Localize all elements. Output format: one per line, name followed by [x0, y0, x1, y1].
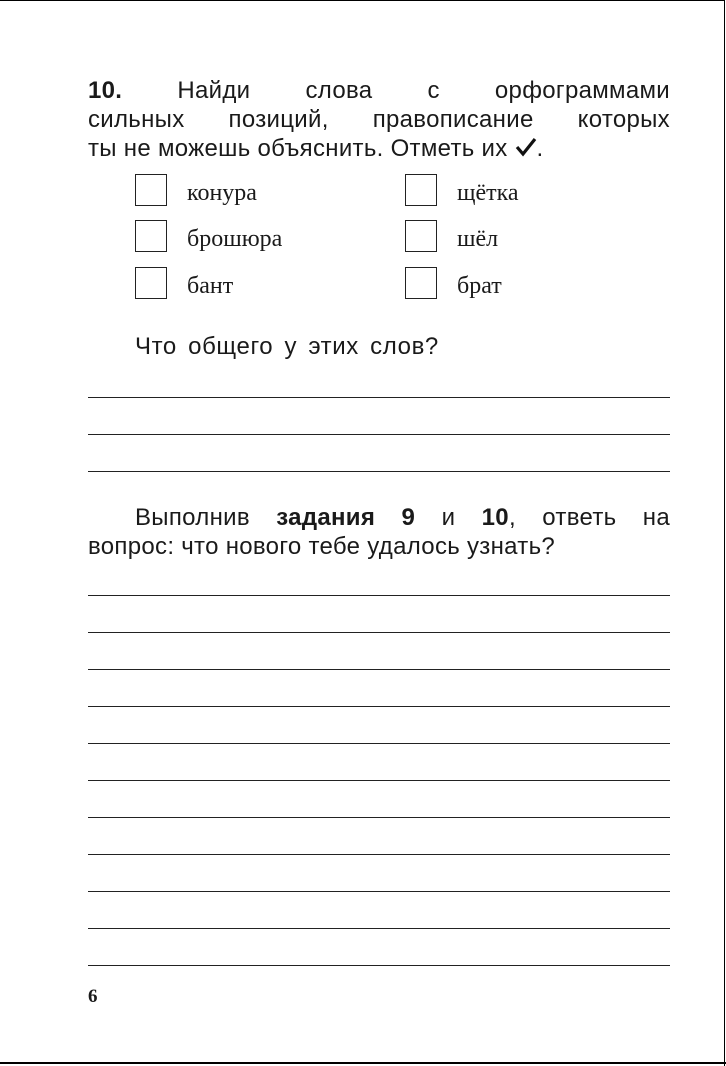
checkbox[interactable] — [405, 174, 437, 206]
task-line-3: ты не можешь объяснить. Отметь их . — [88, 135, 544, 162]
answer-line[interactable] — [88, 780, 670, 781]
answer-line[interactable] — [88, 965, 670, 966]
option-word: брат — [457, 273, 502, 299]
task-10-instruction — [88, 76, 670, 163]
answer-line[interactable] — [88, 854, 670, 855]
answer-line[interactable] — [88, 632, 670, 633]
checkbox[interactable] — [405, 220, 437, 252]
task-number: 10. — [88, 77, 123, 104]
task-line-1: 10. Найди слова с орфограммами — [88, 77, 671, 104]
answer-line[interactable] — [88, 669, 670, 670]
option-word: щётка — [457, 180, 519, 206]
checkbox[interactable] — [405, 267, 437, 299]
checkbox[interactable] — [135, 174, 167, 206]
option-word: брошюра — [187, 226, 283, 252]
checkbox[interactable] — [135, 220, 167, 252]
answer-line[interactable] — [88, 595, 670, 596]
page-number: 6 — [88, 986, 98, 1007]
question-text: Что общего у этих слов? — [135, 333, 439, 360]
summary-line-1: Выполнив задания 9 и 10, ответь на — [135, 504, 671, 531]
answer-line[interactable] — [88, 397, 670, 398]
option-word: шёл — [457, 226, 499, 252]
summary-question — [88, 503, 670, 561]
answer-line[interactable] — [88, 706, 670, 707]
answer-line[interactable] — [88, 891, 670, 892]
task-line-2: сильных позиций, правописание которых — [88, 106, 670, 133]
page-border-bottom — [0, 1062, 726, 1064]
answer-line[interactable] — [88, 434, 670, 435]
page-border-top — [0, 0, 724, 1]
checkmark-icon — [515, 136, 537, 158]
checkbox[interactable] — [135, 267, 167, 299]
page-border-right — [724, 0, 725, 1066]
answer-line[interactable] — [88, 928, 670, 929]
option-word: конура — [187, 180, 257, 206]
option-word: бант — [187, 273, 234, 299]
summary-line-2: вопрос: что нового тебе удалось узнать? — [88, 533, 556, 560]
answer-line[interactable] — [88, 471, 670, 472]
answer-line[interactable] — [88, 817, 670, 818]
answer-line[interactable] — [88, 743, 670, 744]
